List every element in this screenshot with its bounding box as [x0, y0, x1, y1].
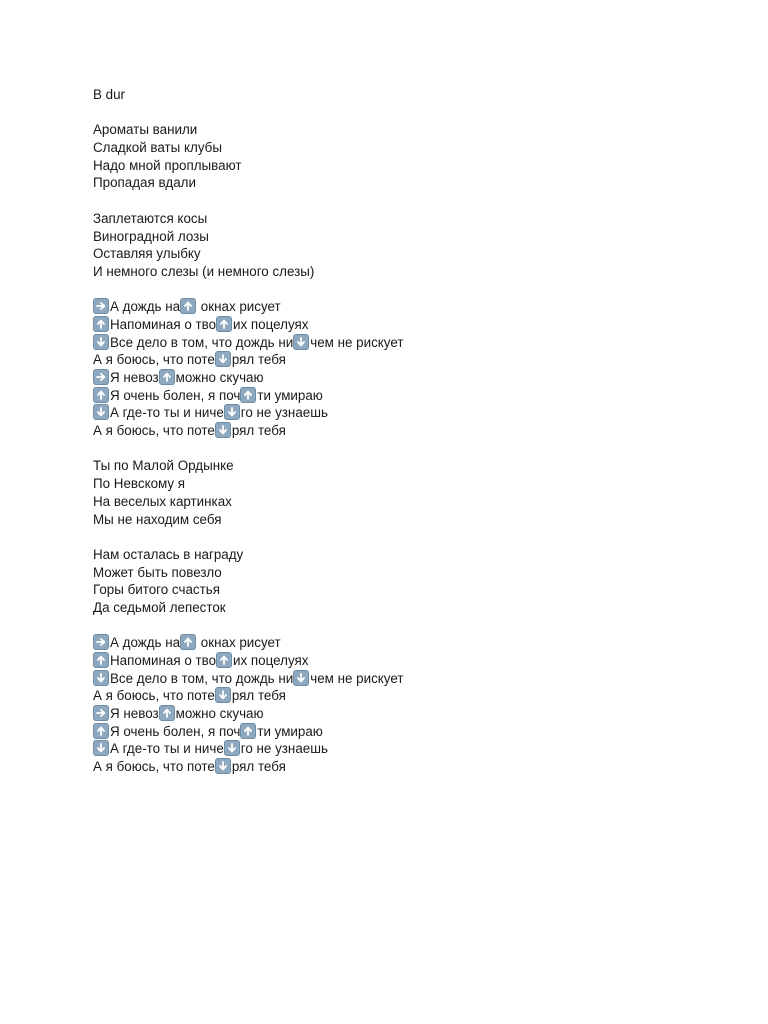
lyric-line	[93, 670, 733, 688]
chorus-block	[93, 298, 733, 440]
lyric-text: Пропадая вдали	[93, 175, 196, 191]
arrow-up-icon	[180, 634, 196, 650]
arrow-down-icon	[224, 740, 240, 756]
arrow-up-icon	[159, 705, 175, 721]
lyric-text: чем не рискует	[310, 670, 404, 686]
song-key: B dur	[93, 87, 126, 102]
lyric-text: А я боюсь, что поте	[93, 688, 215, 704]
lyric-text: Ароматы ванили	[93, 122, 198, 138]
arrow-right-icon	[93, 634, 109, 650]
lyric-line	[93, 634, 733, 652]
verse-block	[93, 121, 733, 192]
lyric-text: Напоминая о тво	[110, 316, 217, 332]
lyric-text: А дождь на	[110, 299, 181, 315]
arrow-down-icon	[93, 334, 109, 350]
lyric-line	[93, 245, 733, 263]
arrow-down-icon	[93, 670, 109, 686]
lyric-text: А где-то ты и ниче	[110, 405, 224, 421]
lyric-line	[93, 387, 733, 405]
lyric-text: чем не рискует	[310, 334, 404, 350]
lyric-text: Нам осталась в награду	[93, 546, 244, 562]
stanza-break	[93, 617, 733, 635]
arrow-down-icon	[215, 351, 231, 367]
lyric-line	[93, 723, 733, 741]
lyric-line	[93, 687, 733, 705]
arrow-up-icon	[240, 723, 256, 739]
lyric-line	[93, 369, 733, 387]
arrow-down-icon	[293, 334, 309, 350]
arrow-up-icon	[159, 369, 175, 385]
lyric-text: А я боюсь, что поте	[93, 352, 215, 368]
lyric-line	[93, 121, 733, 139]
lyric-line	[93, 404, 733, 422]
arrow-right-icon	[93, 369, 109, 385]
lyric-text: Горы битого счастья	[93, 582, 220, 598]
lyric-text: ти умираю	[257, 387, 323, 403]
lyric-text: Виноградной лозы	[93, 228, 209, 244]
lyric-line	[93, 174, 733, 192]
lyric-text: окнах рисует	[197, 635, 281, 651]
lyric-text: Все дело в том, что дождь ни	[110, 670, 294, 686]
lyric-text: окнах рисует	[197, 299, 281, 315]
stanza-break	[93, 281, 733, 299]
lyric-line	[93, 652, 733, 670]
lyric-text: Ты по Малой Ордынке	[93, 458, 234, 474]
arrow-right-icon	[93, 705, 109, 721]
arrow-down-icon	[93, 404, 109, 420]
lyric-text: можно скучаю	[175, 370, 264, 385]
lyric-line	[93, 228, 733, 246]
lyric-line	[93, 511, 733, 529]
lyric-line	[93, 493, 733, 511]
lyric-text: Надо мной проплывают	[93, 157, 242, 173]
lyric-text: Оставляя улыбку	[93, 246, 201, 262]
lyric-line	[93, 740, 733, 758]
lyric-line	[93, 457, 733, 475]
lyric-text: На веселых картинках	[93, 493, 232, 509]
verse-block	[93, 457, 733, 528]
lyric-line	[93, 351, 733, 369]
arrow-up-icon	[216, 316, 232, 332]
lyric-text: А дождь на	[110, 635, 181, 651]
lyric-line	[93, 546, 733, 564]
lyric-text: можно скучаю	[175, 706, 264, 722]
stanza-break	[93, 440, 733, 458]
lyric-line	[93, 316, 733, 334]
lyric-text: Да седьмой лепесток	[93, 599, 226, 615]
arrow-up-icon	[180, 298, 196, 314]
lyric-line	[93, 210, 733, 228]
lyric-line	[93, 581, 733, 599]
arrow-down-icon	[293, 670, 309, 686]
lyric-line	[93, 758, 733, 776]
lyric-text: ти умираю	[257, 723, 323, 739]
lyric-text: А где-то ты и ниче	[110, 741, 224, 757]
lyric-text: Напоминая о тво	[110, 653, 217, 668]
arrow-up-icon	[93, 387, 109, 403]
lyric-text: рял тебя	[231, 423, 286, 439]
stanza-break	[93, 528, 733, 546]
lyric-text: Все дело в том, что дождь ни	[110, 334, 294, 350]
lyric-text: Я очень болен, я поч	[110, 723, 241, 739]
lyric-text: По Невскому я	[93, 476, 186, 492]
lyric-text: И немного слезы (и немного слезы)	[93, 263, 315, 279]
arrow-down-icon	[224, 404, 240, 420]
lyric-text: рял тебя	[231, 759, 286, 775]
arrow-up-icon	[216, 652, 232, 668]
lyric-line	[93, 139, 733, 157]
lyric-text: рял тебя	[231, 352, 286, 368]
lyric-text: их поцелуях	[233, 316, 309, 332]
arrow-up-icon	[93, 652, 109, 668]
lyric-line	[93, 705, 733, 723]
arrow-down-icon	[93, 740, 109, 756]
arrow-up-icon	[93, 316, 109, 332]
lyrics-page	[93, 86, 733, 776]
lyric-text: рял тебя	[231, 688, 286, 704]
verse-block	[93, 546, 733, 617]
lyric-line	[93, 475, 733, 493]
arrow-down-icon	[215, 422, 231, 438]
lyric-text: Я невоз	[110, 706, 159, 722]
stanza-break	[93, 192, 733, 210]
lyric-line	[93, 422, 733, 440]
stanza-break	[93, 104, 733, 122]
lyric-line	[93, 564, 733, 582]
lyric-line	[93, 157, 733, 175]
lyric-line	[93, 263, 733, 281]
lyric-text: их поцелуях	[233, 653, 309, 668]
lyric-text: А я боюсь, что поте	[93, 423, 215, 439]
arrow-up-icon	[240, 387, 256, 403]
lyric-text: Я очень болен, я поч	[110, 387, 241, 403]
lyric-text: А я боюсь, что поте	[93, 759, 215, 775]
lyric-text: Заплетаются косы	[93, 210, 208, 226]
lyric-text: го не узнаешь	[240, 741, 328, 757]
arrow-down-icon	[215, 758, 231, 774]
verse-block	[93, 210, 733, 281]
lyric-text: Может быть повезло	[93, 564, 222, 580]
lyric-line	[93, 298, 733, 316]
arrow-down-icon	[215, 687, 231, 703]
lyric-text: Мы не находим себя	[93, 511, 222, 527]
chorus-block	[93, 634, 733, 776]
lyrics-body	[93, 104, 733, 776]
lyric-text: Сладкой ваты клубы	[93, 140, 222, 156]
lyric-line	[93, 334, 733, 352]
lyric-line	[93, 599, 733, 617]
lyric-text: го не узнаешь	[240, 405, 328, 421]
lyric-text: Я невоз	[110, 370, 159, 385]
arrow-right-icon	[93, 298, 109, 314]
arrow-up-icon	[93, 723, 109, 739]
